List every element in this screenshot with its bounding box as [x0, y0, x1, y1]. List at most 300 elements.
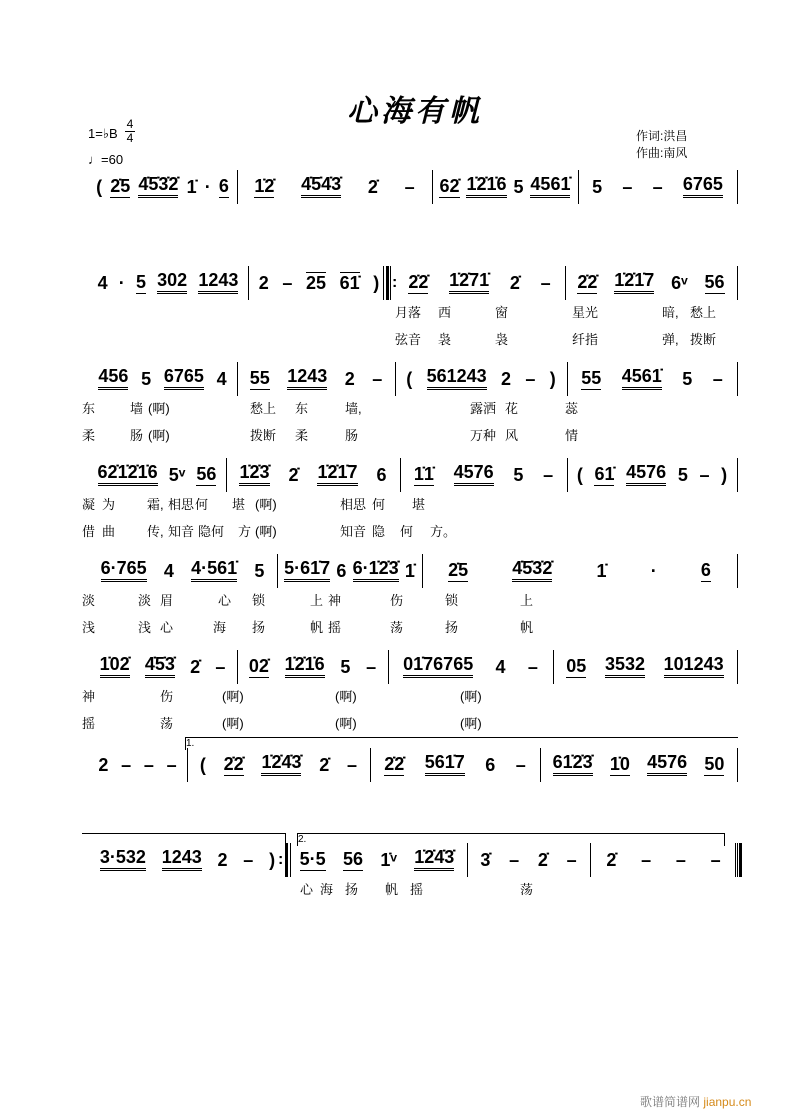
composer-credit: 作曲:南风: [636, 146, 688, 160]
measure: [92, 750, 183, 776]
note-group: 62̇1̇2̇1̇6: [98, 462, 158, 486]
lyric-word: 知音: [340, 524, 367, 539]
note-group: 1̇02̇: [100, 654, 130, 678]
note-group: 1̇2̇: [254, 176, 275, 196]
note-group: 1̇2̇1̇6: [285, 654, 325, 678]
barline: [737, 554, 738, 588]
measure: [92, 652, 233, 678]
measure: [571, 460, 733, 486]
repeat-end-sign: :: [278, 851, 284, 868]
lyric-word: 扬: [252, 620, 266, 635]
note-group: 1̇2̇71̇: [449, 270, 489, 294]
measure: [241, 364, 391, 390]
note-group: 56: [196, 464, 217, 484]
lyric-word: 帆: [310, 620, 324, 635]
barline: [187, 748, 188, 782]
note-group: 4̇5̇3̇2̇: [138, 174, 178, 198]
note-group: –: [543, 465, 554, 485]
barline: [540, 748, 541, 782]
lyric-word: 荡: [160, 716, 174, 731]
lyric-word: 窗: [495, 305, 509, 320]
note-group: –: [710, 850, 721, 870]
note-group: 6: [376, 465, 387, 485]
barline: [590, 843, 591, 877]
lyric-word: 愁上: [250, 401, 277, 416]
volta-2: [297, 833, 725, 846]
volta-1-label: 1.: [186, 738, 195, 749]
note-group: 4: [163, 561, 174, 581]
note-group: 6·1̇2̇3̇: [353, 558, 399, 582]
lyric-word: 袅: [495, 332, 509, 347]
lyric-word: 方: [238, 524, 252, 539]
measure: [436, 172, 574, 198]
barline-thick: [735, 843, 736, 877]
note-group: 61̇: [339, 273, 360, 293]
note-group: 55: [581, 368, 602, 388]
note-group: 6765: [164, 366, 204, 390]
note-group: 4̇5̇3̇: [145, 654, 175, 678]
lyric-word: 星光: [572, 305, 599, 320]
note-group: –: [540, 273, 551, 293]
note-group: 2̇2̇: [223, 754, 244, 774]
tempo-marking: ♩=60: [88, 152, 124, 167]
lyric-word: 海: [213, 620, 227, 635]
measure: [399, 364, 563, 390]
lyric-word: 心: [300, 882, 314, 897]
lyric-word: (啊): [255, 497, 277, 512]
note-group: 5: [513, 465, 524, 485]
barline: [737, 748, 738, 782]
note-group: 2: [501, 369, 512, 389]
lyric-word: 帆: [385, 882, 399, 897]
note-group: –: [515, 755, 526, 775]
note-group: –: [372, 369, 383, 389]
note-group: 2: [258, 273, 269, 293]
lyric-word: 隐: [372, 524, 386, 539]
note-group: 61̇: [594, 464, 615, 484]
note-group: 2̇: [190, 657, 201, 677]
note-group: 561243: [427, 366, 487, 390]
note-group: –: [622, 177, 633, 197]
lyric-word: 传,: [147, 524, 164, 539]
note-group: –: [527, 657, 538, 677]
lyric-word: (啊): [222, 689, 244, 704]
time-signature-bottom: 4: [126, 131, 134, 145]
lyric-word: 心: [218, 593, 232, 608]
note-group: 2̇: [606, 850, 617, 870]
measure: [557, 652, 733, 678]
watermark-cn: 歌谱简谱网: [640, 1095, 701, 1109]
lyric-word: 东: [295, 401, 309, 416]
barline: [248, 266, 249, 300]
lyric-word: 心: [160, 620, 174, 635]
note-group: 2: [98, 755, 109, 775]
lyric-word: (啊): [460, 689, 482, 704]
lyric-word: 神: [328, 593, 342, 608]
barline: [432, 170, 433, 204]
note-group: 1243: [162, 847, 202, 871]
lyric-word: (啊): [222, 716, 244, 731]
barline: [226, 458, 227, 492]
lyric-word: (啊): [335, 689, 357, 704]
note-group: 56: [343, 849, 364, 869]
note-group: –: [525, 369, 536, 389]
barline-thick: [383, 266, 384, 300]
measure: [92, 172, 233, 198]
lyric-word: 锁: [252, 593, 266, 608]
note-group: 1̇2̇4̇3̇: [414, 847, 454, 871]
note-group: –: [566, 850, 577, 870]
note-group: 25: [305, 273, 326, 293]
barline: [737, 843, 738, 877]
note-group: 4: [216, 369, 227, 389]
repeat-start-sign: :: [392, 274, 398, 291]
measure: [471, 845, 586, 871]
note-group: 1̇2̇4̇3̇: [261, 752, 301, 776]
lyric-word: 墙: [130, 401, 144, 416]
lyric-word: 暗,: [662, 305, 679, 320]
note-group: 2̇2̇: [577, 272, 598, 292]
barline-thick: [285, 843, 288, 877]
measure: [374, 750, 536, 776]
lyric-word: 淡: [138, 593, 152, 608]
note-group: –: [121, 755, 132, 775]
note-group: ): [721, 465, 728, 485]
lyric-word: 扬: [345, 882, 359, 897]
note-group: 4561̇: [622, 366, 662, 390]
note-group: 561̇7: [425, 752, 465, 776]
measure: [582, 172, 733, 198]
lyric-word: 曲: [102, 524, 116, 539]
lyric-word: (啊): [148, 401, 170, 416]
note-group: 1̇ᵛ: [380, 850, 397, 870]
lyric-word: 肠: [130, 428, 144, 443]
note-group: 101243: [664, 654, 724, 678]
note-group: 1̇: [186, 177, 197, 197]
lyric-word: (啊): [335, 716, 357, 731]
note-group: –: [347, 755, 358, 775]
barline-thick: [739, 843, 742, 877]
note-group: 02̇: [248, 656, 269, 676]
measure: [92, 268, 244, 294]
note-group: –: [215, 657, 226, 677]
lyric-word: 借: [82, 524, 96, 539]
lyric-word: 肠: [345, 428, 359, 443]
note-group: 1243: [198, 270, 238, 294]
lyric-word: 弦音: [395, 332, 422, 347]
lyric-word: 海: [320, 882, 334, 897]
note-group: ·: [118, 273, 125, 293]
barline: [567, 362, 568, 396]
lyric-word: 荡: [390, 620, 404, 635]
note-group: 4576: [626, 462, 666, 486]
barline: [553, 650, 554, 684]
note-group: 4·561̇: [191, 558, 237, 582]
note-group: 4: [495, 657, 506, 677]
note-group: –: [712, 369, 723, 389]
volta-1-continuation: [82, 833, 286, 846]
note-group: 1243: [287, 366, 327, 390]
note-group: 5: [592, 177, 603, 197]
note-group: 1̇: [404, 561, 415, 581]
note-group: –: [675, 850, 686, 870]
note-group: 5: [682, 369, 693, 389]
lyric-word: 伤: [160, 689, 174, 704]
lyric-word: 柔: [82, 428, 96, 443]
measure: [569, 268, 733, 294]
note-group: 01̇76765: [403, 654, 473, 678]
lyric-word: 堪: [232, 497, 246, 512]
note-group: 6765: [683, 174, 723, 198]
note-group: 2̇: [319, 755, 330, 775]
watermark-site: jianpu.cn: [703, 1095, 752, 1109]
note-group: 4: [97, 273, 108, 293]
note-group: 6: [485, 755, 496, 775]
measure: [92, 364, 233, 390]
note-group: 1̇1̇: [413, 464, 434, 484]
note-group: 2: [217, 850, 228, 870]
lyric-word: (啊): [460, 716, 482, 731]
measure: [92, 845, 283, 871]
lyric-word: 神: [82, 689, 96, 704]
barline: [737, 266, 738, 300]
barline: [737, 458, 738, 492]
barline: [395, 362, 396, 396]
barline: [237, 362, 238, 396]
lyric-word: 浅: [82, 620, 96, 635]
note-group: (: [406, 369, 413, 389]
note-group: 2̇5: [110, 176, 131, 196]
lyric-word: 摇: [82, 716, 96, 731]
measure: [241, 172, 428, 198]
lyric-word: 隐何: [198, 524, 225, 539]
barline: [422, 554, 423, 588]
lyric-word: 荡: [520, 882, 534, 897]
barline: [567, 458, 568, 492]
volta-2-label: 2.: [298, 834, 307, 845]
measure: [281, 556, 418, 582]
measure: [392, 652, 549, 678]
lyric-word: 情: [565, 428, 579, 443]
barline: [467, 843, 468, 877]
lyric-word: 知音: [168, 524, 195, 539]
lyric-word: 帆: [520, 620, 534, 635]
lyric-word: 扬: [445, 620, 459, 635]
barline-thick: [290, 843, 291, 877]
note-group: 6: [700, 560, 711, 580]
lyric-word: 伤: [390, 593, 404, 608]
note-group: 1̇2̇1̇7: [317, 462, 357, 486]
lyric-word: 西: [438, 305, 452, 320]
time-signature: [125, 118, 135, 145]
note-group: 4576: [454, 462, 494, 486]
barline: [565, 266, 566, 300]
barline: [388, 650, 389, 684]
lyric-word: 风: [505, 428, 519, 443]
lyric-word: 方。: [430, 524, 457, 539]
lyric-word: (啊): [148, 428, 170, 443]
lyric-word: 摇: [328, 620, 342, 635]
barline: [400, 458, 401, 492]
note-group: –: [366, 657, 377, 677]
note-group: 6: [218, 176, 229, 196]
note-group: ): [269, 850, 276, 870]
note-group: 5: [340, 657, 351, 677]
lyric-word: 上: [520, 593, 534, 608]
note-group: ·: [650, 561, 657, 581]
lyric-word: 墙,: [345, 401, 362, 416]
lyric-word: 袅: [438, 332, 452, 347]
lyric-word: 浅: [138, 620, 152, 635]
note-group: 3·532: [100, 847, 146, 871]
lyric-word: 堪: [412, 497, 426, 512]
note-group: 2̇: [537, 850, 548, 870]
lyric-word: 东: [82, 401, 96, 416]
lyric-word: 霜,: [147, 497, 164, 512]
barline: [237, 650, 238, 684]
measure: [398, 268, 561, 294]
note-group: ·: [204, 177, 211, 197]
note-group: 456: [98, 366, 128, 390]
note-group: 55: [249, 368, 270, 388]
note-group: –: [166, 755, 177, 775]
note-group: 302: [157, 270, 187, 294]
song-title: 心海有帆: [347, 94, 483, 129]
note-group: –: [509, 850, 520, 870]
note-group: 2̇2̇: [408, 272, 429, 292]
note-group: 3532: [605, 654, 645, 678]
note-group: 4̇5̇4̇3̇: [301, 174, 341, 198]
lyric-word: 何: [400, 524, 414, 539]
measure: [426, 556, 733, 582]
note-group: 05: [566, 656, 587, 676]
lyric-word: 万种: [470, 428, 497, 443]
note-group: 6: [336, 561, 347, 581]
measure: [404, 460, 563, 486]
measure: [92, 556, 273, 582]
note-group: 4576: [647, 752, 687, 776]
barline: [737, 362, 738, 396]
note-group: –: [143, 755, 154, 775]
measure: [191, 750, 366, 776]
time-signature-top: 4: [126, 117, 134, 131]
lyric-word: 月落: [395, 305, 422, 320]
note-group: (: [199, 755, 206, 775]
note-group: ): [549, 369, 556, 389]
lyric-word: 花: [505, 401, 519, 416]
lyric-word: 拨断: [250, 428, 277, 443]
note-group: 5·5: [299, 849, 326, 869]
note-group: 5: [135, 272, 146, 292]
note-group: 2̇: [367, 177, 378, 197]
measure: [92, 460, 222, 486]
measure: [230, 460, 396, 486]
barline: [578, 170, 579, 204]
note-group: 5: [513, 177, 524, 197]
barline: [237, 170, 238, 204]
note-group: –: [652, 177, 663, 197]
note-group: 1̇: [596, 561, 607, 581]
note-group: 62̇: [439, 176, 460, 196]
lyricist-credit: 作词:洪昌: [636, 129, 688, 143]
lyric-word: 上: [310, 593, 324, 608]
lyric-word: 为: [102, 497, 116, 512]
measure: [594, 845, 733, 871]
note-group: 5: [677, 465, 688, 485]
note-group: 5: [254, 561, 265, 581]
measure: [571, 364, 733, 390]
note-group: 1̇2̇1̇7: [614, 270, 654, 294]
note-group: 61̇2̇3̇: [553, 752, 593, 776]
lyric-word: 锁: [445, 593, 459, 608]
lyric-word: 相思: [340, 497, 367, 512]
note-group: 2̇: [288, 465, 299, 485]
lyric-word: 摇: [410, 882, 424, 897]
note-group: ): [373, 273, 380, 293]
lyric-word: 眉: [160, 593, 174, 608]
note-group: 4̇5̇3̇2̇: [512, 558, 552, 582]
measure: [241, 652, 384, 678]
lyric-word: 拨断: [690, 332, 717, 347]
barline: [277, 554, 278, 588]
note-group: 2̇2̇: [384, 754, 405, 774]
lyric-word: 相思: [168, 497, 195, 512]
note-group: –: [243, 850, 254, 870]
note-group: 1̇2̇3̇: [239, 462, 269, 486]
note-group: 2̇5: [448, 560, 469, 580]
lyric-word: 何: [372, 497, 386, 512]
lyric-word: (啊): [255, 524, 277, 539]
note-group: –: [699, 465, 710, 485]
measure: [252, 268, 386, 294]
lyric-word: 蕊: [565, 401, 579, 416]
barline: [370, 748, 371, 782]
volta-1: [185, 737, 738, 750]
note-group: 2: [344, 369, 355, 389]
barline-thick: [386, 266, 389, 300]
measure: [291, 845, 463, 871]
note-group: 50: [704, 754, 725, 774]
note-group: 1̇0: [609, 754, 630, 774]
note-group: 6·765: [101, 558, 147, 582]
note-group: 3̇: [480, 850, 491, 870]
lyric-word: 纤指: [572, 332, 599, 347]
barline: [737, 650, 738, 684]
note-group: –: [282, 273, 293, 293]
note-group: 1̇2̇1̇6: [466, 174, 506, 198]
note-group: 5: [141, 369, 152, 389]
note-group: 6ᵛ: [671, 273, 688, 293]
lyric-word: 露洒: [470, 401, 497, 416]
lyric-word: 何: [195, 497, 209, 512]
measure: [544, 750, 733, 776]
watermark: [640, 1093, 751, 1110]
lyric-word: 弹,: [662, 332, 679, 347]
note-group: 2̇: [509, 273, 520, 293]
note-group: –: [404, 177, 415, 197]
note-group: (: [96, 177, 103, 197]
note-group: 4561̇: [530, 174, 570, 198]
lyric-word: 凝: [82, 497, 96, 512]
note-group: –: [641, 850, 652, 870]
lyric-word: 愁上: [690, 305, 717, 320]
note-group: 56: [704, 272, 725, 292]
lyric-word: 淡: [82, 593, 96, 608]
key-signature: 1=♭B: [88, 126, 118, 141]
barline: [390, 266, 391, 300]
note-group: (: [576, 465, 583, 485]
note-group: 5ᵛ: [168, 465, 186, 485]
